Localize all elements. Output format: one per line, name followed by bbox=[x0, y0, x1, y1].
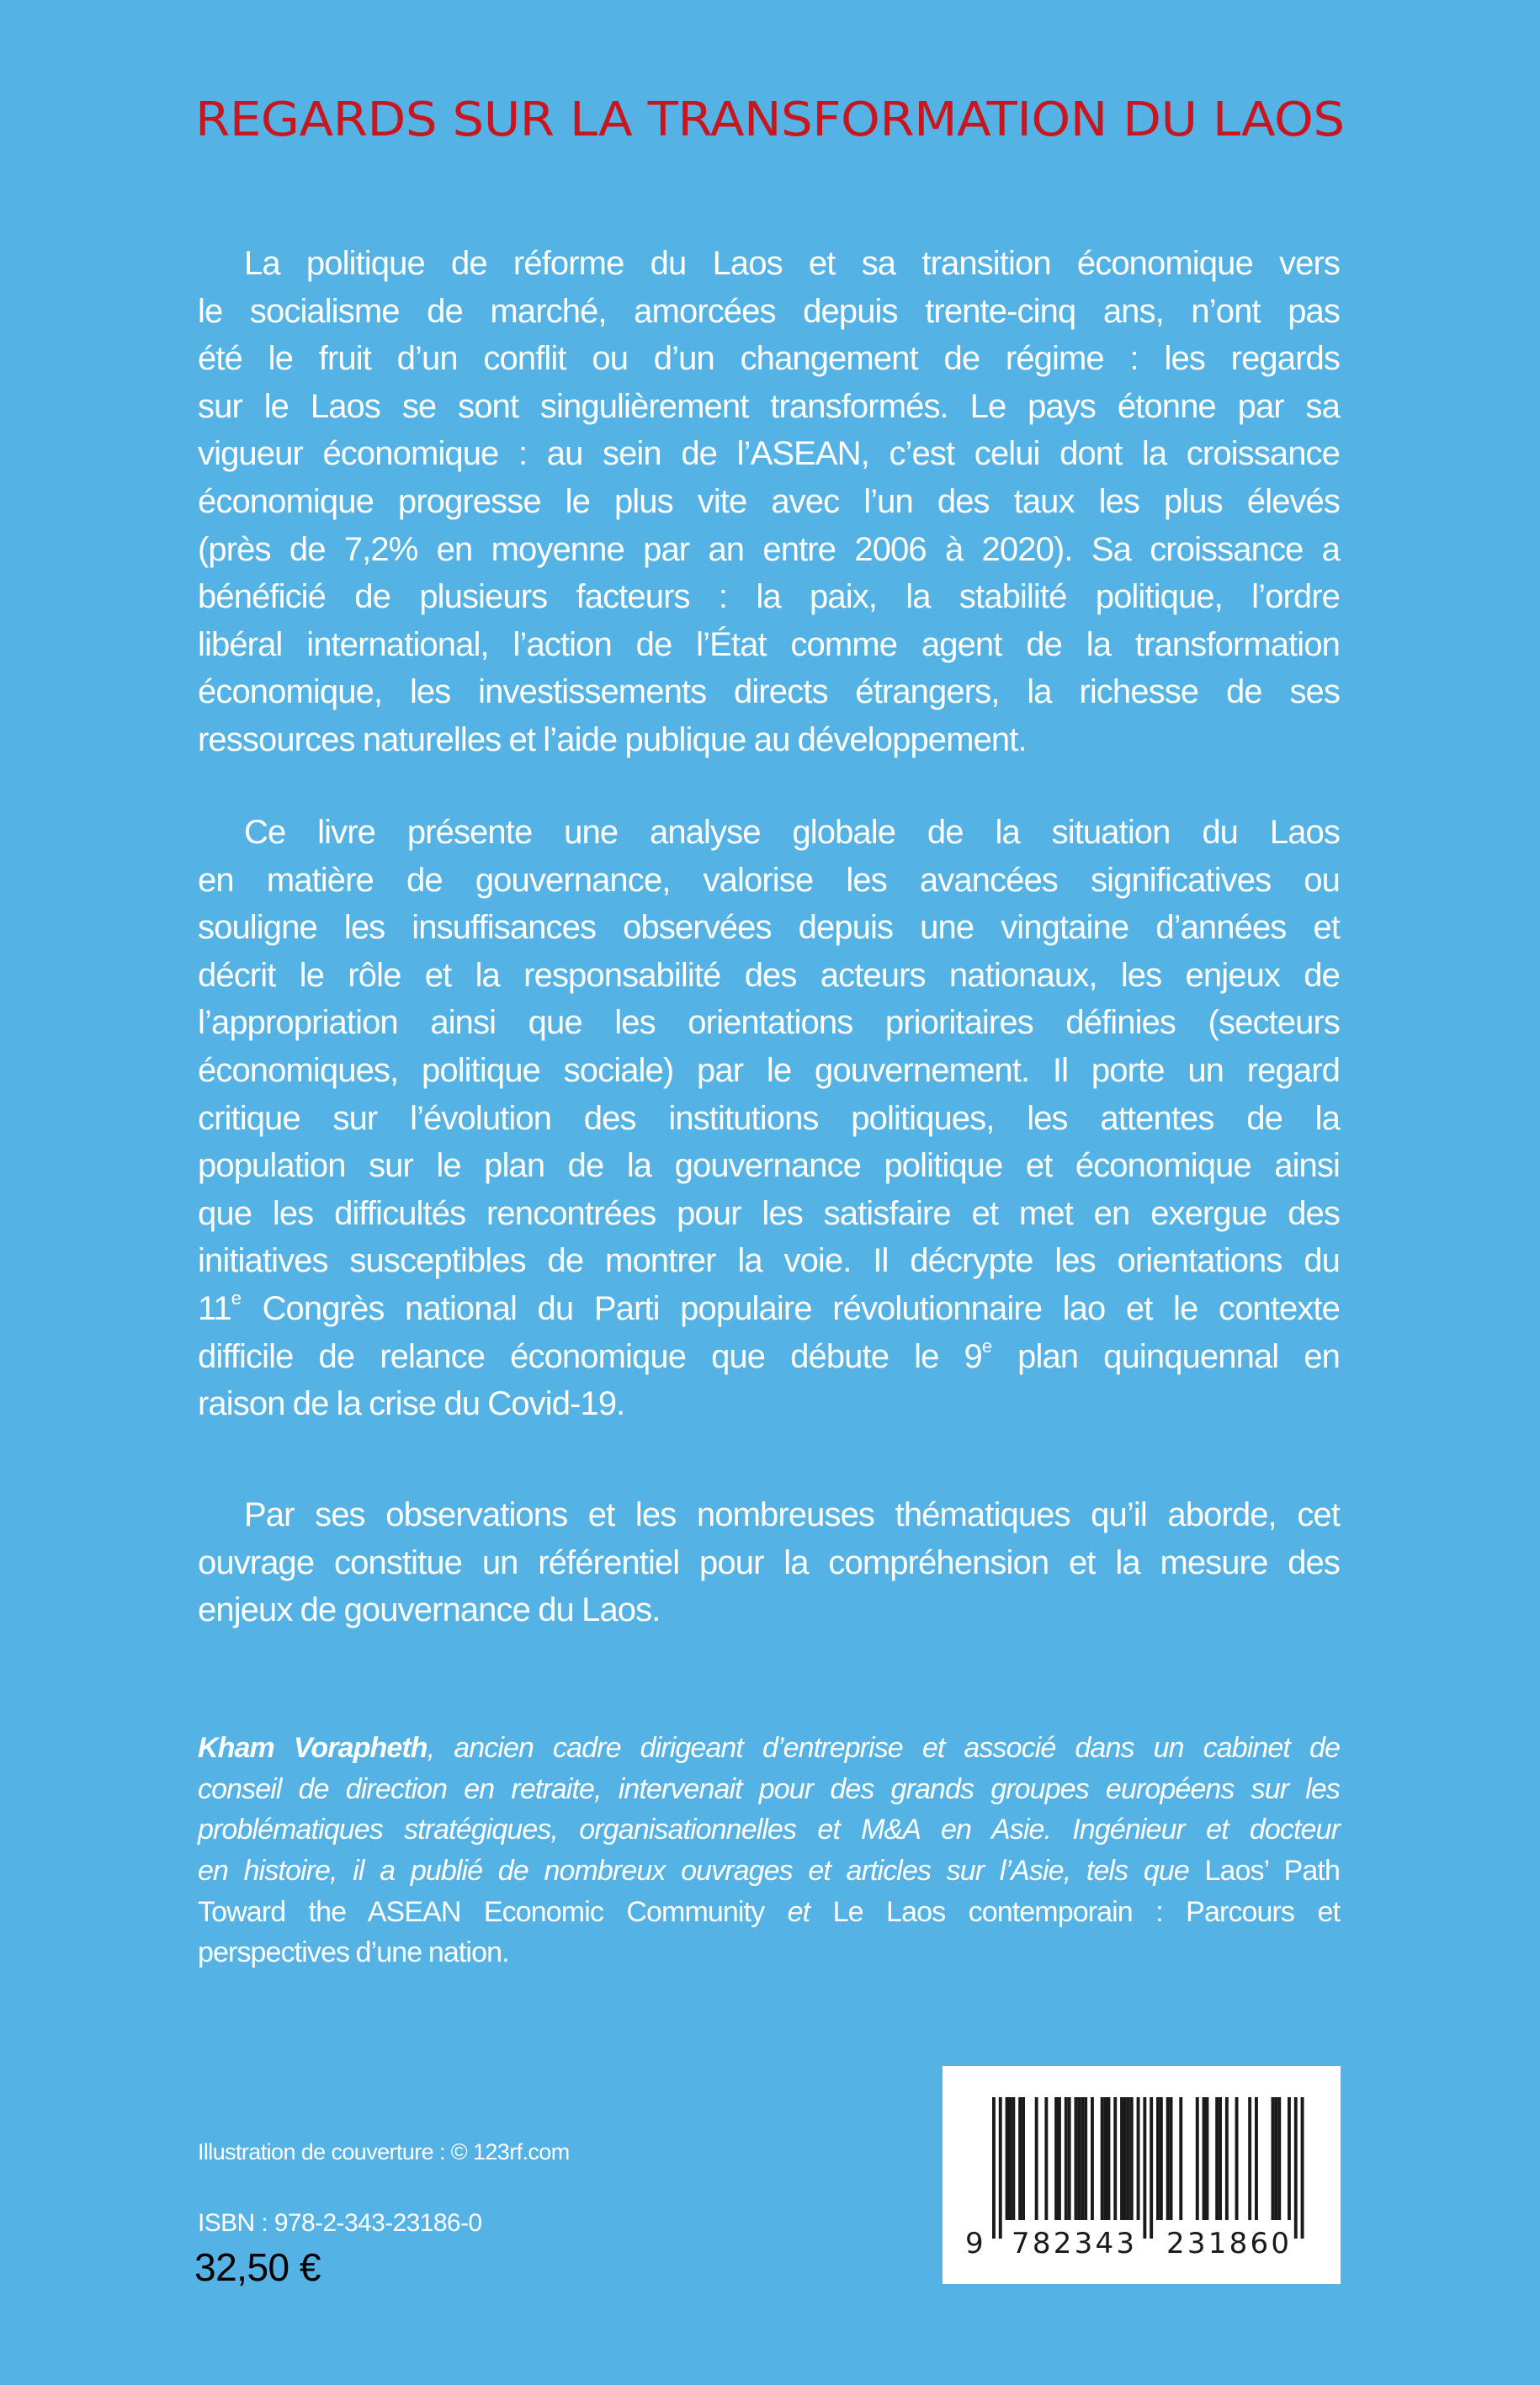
barcode-right-digits: 231860 bbox=[1166, 2227, 1289, 2260]
paragraph-line: initiatives susceptibles de montrer la voie. Il décrypte les orientations du bbox=[198, 1242, 1340, 1280]
barcode-bar bbox=[1196, 2097, 1199, 2220]
barcode-bar bbox=[1219, 2097, 1222, 2220]
author-name: Kham Vorapheth bbox=[198, 1732, 427, 1764]
paragraph-line: La politique de réforme du Laos et sa transition économique vers bbox=[244, 245, 1340, 282]
barcode-bar bbox=[1294, 2097, 1298, 2239]
barcode-bar bbox=[1107, 2097, 1111, 2220]
barcode-graphic bbox=[943, 2066, 1341, 2284]
barcode-bar bbox=[1091, 2097, 1094, 2220]
book-reference-title: Laos’ Path bbox=[1204, 1855, 1340, 1888]
barcode-bar bbox=[1075, 2097, 1078, 2220]
barcode-bar bbox=[1120, 2097, 1123, 2220]
barcode-first-digit: 9 bbox=[965, 2227, 984, 2260]
bio-line bbox=[198, 1728, 1340, 1769]
barcode-bar bbox=[1006, 2097, 1009, 2220]
paragraph-line: (près de 7,2% en moyenne par an entre 2006 à 2020). Sa croissance a bbox=[198, 530, 1340, 568]
barcode-bar bbox=[1065, 2097, 1068, 2220]
barcode-bars bbox=[992, 2097, 1304, 2239]
barcode-bar bbox=[1203, 2097, 1206, 2220]
barcode-bar bbox=[992, 2097, 996, 2239]
paragraph-line bbox=[198, 1285, 1340, 1333]
book-title: REGARDS SUR LA TRANSFORMATION DU LAOS bbox=[195, 93, 1345, 147]
barcode-bar bbox=[1179, 2097, 1182, 2220]
barcode-bar bbox=[1225, 2097, 1229, 2220]
barcode-bar bbox=[1127, 2097, 1130, 2220]
barcode-bar bbox=[1215, 2097, 1219, 2220]
barcode-bar bbox=[1150, 2097, 1153, 2239]
barcode-bar bbox=[999, 2097, 1002, 2239]
paragraph-line: critique sur l’évolution des institutions politiques, les attentes de la bbox=[198, 1099, 1340, 1137]
paragraph-line: été le fruit d’un conflit ou d’un changement de régime : les regards bbox=[198, 340, 1340, 378]
line-text: plan quinquennal en bbox=[992, 1337, 1340, 1375]
ordinal-number: 11 bbox=[198, 1289, 231, 1327]
barcode-bar bbox=[1044, 2097, 1048, 2220]
paragraph-line: que les difficultés rencontrées pour les satisfaire et met en exergue des bbox=[198, 1194, 1340, 1232]
barcode-bar bbox=[1012, 2097, 1015, 2220]
barcode-bar bbox=[1277, 2097, 1281, 2220]
paragraph-line: sur le Laos se sont singulièrement transformés. Le pays étonne par sa bbox=[198, 387, 1340, 425]
barcode-bar bbox=[1009, 2097, 1012, 2220]
barcode-bar bbox=[1156, 2097, 1160, 2220]
paragraph-line: Par ses observations et les nombreuses thématiques qu’il aborde, cet bbox=[244, 1496, 1340, 1533]
barcode-bar bbox=[1123, 2097, 1127, 2220]
bio-text: , ancien cadre dirigeant d’entreprise et associé dans un cabinet de bbox=[427, 1732, 1340, 1764]
barcode-bar bbox=[1272, 2097, 1275, 2220]
ordinal-suffix: e bbox=[981, 1335, 993, 1357]
barcode-bar bbox=[1255, 2097, 1258, 2220]
line-text: difficile de relance économique que débute le 9 bbox=[198, 1337, 982, 1375]
paragraph-line: décrit le rôle et la responsabilité des acteurs nationaux, les enjeux de bbox=[198, 956, 1340, 994]
barcode-bar bbox=[1143, 2097, 1146, 2239]
barcode-bar bbox=[1166, 2097, 1170, 2220]
paragraph-line bbox=[198, 1333, 1340, 1381]
bio-line: perspectives d’une nation. bbox=[198, 1936, 509, 1969]
paragraph-line: économique progresse le plus vite avec l’un des taux les plus élevés bbox=[198, 482, 1340, 520]
barcode-left-digits: 782343 bbox=[1012, 2227, 1134, 2260]
isbn: ISBN : 978-2-343-23186-0 bbox=[198, 2209, 482, 2237]
paragraph-line: ressources naturelles et l’aide publique au développement. bbox=[198, 720, 1027, 758]
barcode-bar bbox=[1104, 2097, 1107, 2220]
paragraph-line: économique, les investissements directs étrangers, la richesse de ses bbox=[198, 673, 1340, 711]
paragraph-line: en matière de gouvernance, valorise les avancées significatives ou bbox=[198, 861, 1340, 899]
paragraph-line: vigueur économique : au sein de l’ASEAN, c’est celui dont la croissance bbox=[198, 435, 1340, 473]
book-reference-title: Toward the ASEAN Economic Community bbox=[198, 1895, 765, 1928]
bio-line: problématiques stratégiques, organisationnelles et M&A en Asie. Ingénieur et docteur bbox=[198, 1814, 1340, 1846]
barcode-bar bbox=[1170, 2097, 1173, 2220]
barcode-bar bbox=[1160, 2097, 1163, 2220]
barcode-bar bbox=[1288, 2097, 1291, 2220]
summary-paragraph-2 bbox=[198, 809, 1340, 1428]
paragraph-line: l’appropriation ainsi que les orientations prioritaires définies (secteurs bbox=[198, 1004, 1340, 1042]
barcode-bar bbox=[1084, 2097, 1087, 2220]
author-bio bbox=[198, 1728, 1340, 1973]
cover-illustration-credit: Illustration de couverture : © 123rf.com bbox=[198, 2139, 570, 2165]
bio-line bbox=[198, 1892, 1340, 1933]
barcode-bar bbox=[1137, 2097, 1140, 2220]
paragraph-line: économiques, politique sociale) par le gouvernement. Il porte un regard bbox=[198, 1051, 1340, 1089]
paragraph-line: ouvrage constitue un référentiel pour la compréhension et la mesure des bbox=[198, 1543, 1340, 1581]
summary-paragraph-1 bbox=[198, 240, 1340, 764]
barcode-bar bbox=[1301, 2097, 1304, 2239]
paragraph-line: le socialisme de marché, amorcées depuis trente-cinq ans, n’ont pas bbox=[198, 292, 1340, 330]
paragraph-line: Ce livre présente une analyse globale de la situation du Laos bbox=[244, 814, 1340, 851]
barcode-bar bbox=[1248, 2097, 1251, 2220]
book-reference-title: Le Laos contemporain : Parcours et bbox=[832, 1895, 1341, 1928]
ordinal-suffix: e bbox=[231, 1287, 242, 1309]
barcode-bar bbox=[1054, 2097, 1058, 2220]
barcode-bar bbox=[1101, 2097, 1104, 2220]
paragraph-line: bénéficié de plusieurs facteurs : la paix, la stabilité politique, l’ordre bbox=[198, 578, 1340, 616]
price: 32,50 € bbox=[194, 2245, 321, 2289]
bio-text: en histoire, il a publié de nombreux ouvrages et articles sur l’Asie, tels que bbox=[198, 1855, 1205, 1888]
barcode-bar bbox=[1035, 2097, 1038, 2220]
barcode-bar bbox=[1274, 2097, 1277, 2220]
paragraph-line: souligne les insuffisances observées depuis une vingtaine d’années et bbox=[198, 909, 1340, 947]
paragraph-line: raison de la crise du Covid-19. bbox=[198, 1385, 625, 1423]
barcode bbox=[943, 2066, 1341, 2284]
barcode-bar bbox=[1077, 2097, 1081, 2220]
bio-line bbox=[198, 1851, 1340, 1892]
barcode-bar bbox=[1081, 2097, 1084, 2220]
paragraph-line: libéral international, l’action de l’État comme agent de la transformation bbox=[198, 625, 1340, 663]
line-text: Congrès national du Parti populaire révolutionnaire lao et le contexte bbox=[241, 1289, 1340, 1327]
barcode-bar bbox=[1022, 2097, 1025, 2220]
bio-line: conseil de direction en retraite, intervenait pour des grands groupes européens sur les bbox=[198, 1772, 1340, 1805]
barcode-bar bbox=[1235, 2097, 1239, 2220]
paragraph-line: enjeux de gouvernance du Laos. bbox=[198, 1591, 661, 1629]
barcode-bar bbox=[1068, 2097, 1071, 2220]
barcode-bar bbox=[1018, 2097, 1022, 2220]
barcode-bar bbox=[1113, 2097, 1117, 2220]
barcode-bar bbox=[1058, 2097, 1061, 2220]
summary-paragraph-3 bbox=[198, 1491, 1340, 1634]
barcode-bar bbox=[1130, 2097, 1134, 2220]
barcode-bar bbox=[1206, 2097, 1209, 2220]
paragraph-line: population sur le plan de la gouvernance politique et économique ainsi bbox=[198, 1147, 1340, 1185]
bio-text: et bbox=[764, 1895, 833, 1928]
